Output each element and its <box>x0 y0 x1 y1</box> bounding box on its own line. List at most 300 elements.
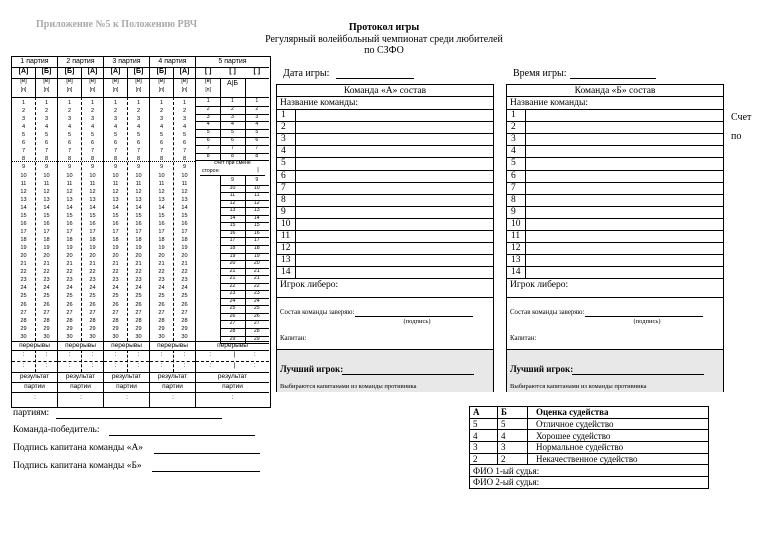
point-number[interactable]: 21 <box>253 275 260 282</box>
point-number[interactable]: 6 <box>159 140 164 147</box>
point-number[interactable]: 23 <box>43 277 50 284</box>
point-number[interactable]: 5 <box>159 132 164 139</box>
point-number[interactable]: 15 <box>181 212 188 219</box>
point-number[interactable]: 8 <box>113 156 118 163</box>
point-number[interactable]: 19 <box>43 245 50 252</box>
point-number[interactable]: 3 <box>159 116 164 123</box>
sub-indicator[interactable]: [п] <box>135 87 142 93</box>
point-number[interactable]: 10 <box>181 172 188 179</box>
point-number[interactable]: 20 <box>181 253 188 260</box>
grade-a[interactable]: 4 <box>470 430 498 442</box>
point-number[interactable]: 4 <box>182 124 187 131</box>
point-number[interactable]: 26 <box>253 312 260 319</box>
point-number[interactable]: 24 <box>229 297 236 304</box>
point-number[interactable]: 2 <box>67 108 72 115</box>
point-number[interactable]: 23 <box>229 290 236 297</box>
point-number[interactable]: 23 <box>158 277 165 284</box>
point-number[interactable]: 29 <box>20 325 27 332</box>
point-number[interactable]: 1 <box>90 100 95 106</box>
point-number[interactable]: 26 <box>229 312 236 319</box>
point-number[interactable]: 2 <box>255 105 259 112</box>
point-number[interactable]: 12 <box>181 188 188 195</box>
point-number[interactable]: 23 <box>135 277 142 284</box>
serve-indicator[interactable]: [в] <box>158 78 165 84</box>
point-number[interactable]: 6 <box>21 140 26 147</box>
point-number[interactable]: 28 <box>253 328 260 334</box>
point-number[interactable]: 10 <box>43 172 50 179</box>
point-number[interactable]: 25 <box>20 293 27 300</box>
point-number[interactable]: 26 <box>66 301 73 308</box>
point-number[interactable]: 16 <box>135 220 142 227</box>
point-number[interactable]: 26 <box>135 301 142 308</box>
point-number[interactable]: 20 <box>66 253 73 260</box>
point-number[interactable]: 27 <box>66 309 73 316</box>
point-number[interactable]: 13 <box>89 196 96 203</box>
point-number[interactable]: 4 <box>67 124 72 131</box>
point-number[interactable]: 10 <box>89 172 96 179</box>
point-number[interactable]: 7 <box>90 148 95 155</box>
point-number[interactable]: 13 <box>253 207 260 214</box>
team-b-player-row[interactable] <box>507 230 723 231</box>
point-number[interactable]: 25 <box>135 293 142 300</box>
point-number[interactable]: 14 <box>158 204 165 211</box>
point-number[interactable]: 14 <box>66 204 73 211</box>
point-number[interactable]: 7 <box>113 148 118 155</box>
point-number[interactable]: 30 <box>135 333 142 340</box>
point-number[interactable]: 14 <box>135 204 142 211</box>
point-number[interactable]: 15 <box>66 212 73 219</box>
serve-indicator[interactable]: [в] <box>20 78 27 84</box>
point-number[interactable]: 16 <box>20 220 27 227</box>
team-b-player-row[interactable] <box>507 218 723 219</box>
point-number[interactable]: 12 <box>20 188 27 195</box>
point-number[interactable]: 16 <box>89 220 96 227</box>
point-number[interactable]: 10 <box>20 172 27 179</box>
point-number[interactable]: 10 <box>253 184 260 191</box>
point-number[interactable]: 21 <box>253 267 260 274</box>
point-number[interactable]: 13 <box>20 196 27 203</box>
point-number[interactable]: 21 <box>20 261 27 268</box>
point-number[interactable]: 14 <box>89 204 96 211</box>
point-number[interactable]: 18 <box>20 237 27 244</box>
point-number[interactable]: 15 <box>89 212 96 219</box>
point-number[interactable]: 29 <box>43 325 50 332</box>
point-number[interactable]: 27 <box>253 320 260 327</box>
team-a-player-row[interactable] <box>277 242 493 243</box>
point-number[interactable]: 16 <box>253 229 260 236</box>
point-number[interactable]: 22 <box>112 269 119 276</box>
team-a-player-row[interactable] <box>277 230 493 231</box>
point-number[interactable]: 2 <box>44 108 49 115</box>
point-number[interactable]: 29 <box>158 325 165 332</box>
team-b-player-row[interactable] <box>507 157 723 158</box>
point-number[interactable]: 25 <box>229 305 236 312</box>
point-number[interactable]: 23 <box>89 277 96 284</box>
point-number[interactable]: 21 <box>112 261 119 268</box>
point-number[interactable]: 23 <box>112 277 119 284</box>
point-number[interactable]: 9 <box>182 164 187 171</box>
team-a-player-row[interactable] <box>277 145 493 146</box>
point-number[interactable]: 23 <box>66 277 73 284</box>
point-number[interactable]: 9 <box>159 164 164 171</box>
point-number[interactable]: 9 <box>231 177 234 183</box>
point-number[interactable]: 18 <box>66 237 73 244</box>
point-number[interactable]: 1 <box>255 98 259 104</box>
point-number[interactable]: 7 <box>136 148 141 155</box>
point-number[interactable]: 3 <box>136 116 141 123</box>
point-number[interactable]: 16 <box>158 220 165 227</box>
point-number[interactable]: 5 <box>67 132 72 139</box>
point-number[interactable]: 17 <box>112 228 119 235</box>
point-number[interactable]: 20 <box>135 253 142 260</box>
point-number[interactable]: 13 <box>229 207 236 214</box>
sub-indicator[interactable]: [п] <box>181 87 188 93</box>
point-number[interactable]: 2 <box>113 108 118 115</box>
point-number[interactable]: 1 <box>113 100 118 106</box>
point-number[interactable]: 11 <box>229 192 236 199</box>
point-number[interactable]: 29 <box>112 325 119 332</box>
point-number[interactable]: 2 <box>136 108 141 115</box>
point-number[interactable]: 17 <box>181 228 188 235</box>
point-number[interactable]: 12 <box>229 199 236 206</box>
point-number[interactable]: 21 <box>229 267 236 274</box>
team-a-player-row[interactable] <box>277 206 493 207</box>
team-a-player-row[interactable] <box>277 157 493 158</box>
point-number[interactable]: 19 <box>229 252 236 259</box>
point-number[interactable]: 1 <box>67 100 72 106</box>
point-number[interactable]: 30 <box>66 333 73 340</box>
point-number[interactable]: 3 <box>182 116 187 123</box>
point-number[interactable]: 19 <box>66 245 73 252</box>
point-number[interactable]: 16 <box>181 220 188 227</box>
game-time-line[interactable] <box>570 78 656 79</box>
point-number[interactable]: 15 <box>229 222 236 229</box>
point-number[interactable]: 5 <box>255 129 259 136</box>
point-number[interactable]: 4 <box>231 121 234 128</box>
point-number[interactable]: 6 <box>136 140 141 147</box>
point-number[interactable]: 4 <box>136 124 141 131</box>
point-number[interactable]: 11 <box>135 180 142 187</box>
point-number[interactable]: 11 <box>254 192 260 199</box>
point-number[interactable]: 8 <box>44 156 49 163</box>
point-number[interactable]: 24 <box>181 285 188 292</box>
team-b-player-row[interactable] <box>507 254 723 255</box>
point-number[interactable]: 13 <box>66 196 73 203</box>
point-number[interactable]: 25 <box>66 293 73 300</box>
point-number[interactable]: 28 <box>158 317 165 324</box>
point-number[interactable]: 6 <box>182 140 187 147</box>
point-number[interactable]: 27 <box>89 309 96 316</box>
point-number[interactable]: 21 <box>89 261 96 268</box>
point-number[interactable]: 4 <box>21 124 26 131</box>
point-number[interactable]: 11 <box>20 180 27 187</box>
point-number[interactable]: 30 <box>112 333 119 340</box>
point-number[interactable]: 23 <box>20 277 27 284</box>
sub-indicator[interactable]: [п] <box>20 87 27 93</box>
point-number[interactable]: 18 <box>43 237 50 244</box>
point-number[interactable]: 29 <box>135 325 142 332</box>
roster-signature-line[interactable] <box>585 316 703 317</box>
point-number[interactable]: 22 <box>253 282 260 289</box>
point-number[interactable]: 24 <box>253 297 260 304</box>
best-player-line[interactable] <box>342 374 474 375</box>
point-number[interactable]: 27 <box>20 309 27 316</box>
point-number[interactable]: 28 <box>66 317 73 324</box>
point-number[interactable]: 6 <box>255 137 259 143</box>
point-number[interactable]: 20 <box>158 253 165 260</box>
point-number[interactable]: 14 <box>112 204 119 211</box>
point-number[interactable]: 23 <box>181 277 188 284</box>
point-number[interactable]: 25 <box>112 293 119 300</box>
sub-indicator[interactable]: [п] <box>205 87 211 93</box>
point-number[interactable]: 26 <box>158 301 165 308</box>
point-number[interactable]: 22 <box>158 269 165 276</box>
team-b-player-row[interactable] <box>507 109 723 110</box>
point-number[interactable]: 25 <box>181 293 188 300</box>
serve-indicator[interactable]: [в] <box>135 78 142 84</box>
point-number[interactable]: 27 <box>181 309 188 316</box>
point-number[interactable]: 16 <box>229 229 236 236</box>
point-number[interactable]: 18 <box>158 237 165 244</box>
serve-indicator[interactable]: [в] <box>66 78 73 84</box>
point-number[interactable]: 11 <box>112 180 119 187</box>
point-number[interactable]: 2 <box>206 105 210 112</box>
point-number[interactable]: 19 <box>253 252 260 259</box>
point-number[interactable]: 22 <box>181 269 188 276</box>
point-number[interactable]: 10 <box>158 172 165 179</box>
point-number[interactable]: 27 <box>43 309 50 316</box>
point-number[interactable]: 27 <box>112 309 119 316</box>
point-number[interactable]: 12 <box>66 188 73 195</box>
grade-b[interactable]: 4 <box>498 430 528 442</box>
point-number[interactable]: 9 <box>44 164 49 171</box>
point-number[interactable]: 19 <box>158 245 165 252</box>
point-number[interactable]: 1 <box>231 98 234 104</box>
point-number[interactable]: 4 <box>113 124 118 131</box>
team-b-player-row[interactable] <box>507 182 723 183</box>
point-number[interactable]: 27 <box>158 309 165 316</box>
team-b-player-row[interactable] <box>507 145 723 146</box>
point-number[interactable]: 8 <box>231 152 234 159</box>
sets-score-line[interactable] <box>56 418 222 419</box>
point-number[interactable]: 14 <box>253 214 260 221</box>
point-number[interactable]: 24 <box>135 285 142 292</box>
switch-sides-value[interactable]: | <box>257 167 259 173</box>
point-number[interactable]: 17 <box>229 237 236 244</box>
point-number[interactable]: 24 <box>112 285 119 292</box>
point-number[interactable]: 10 <box>135 172 142 179</box>
point-number[interactable]: 28 <box>43 317 50 324</box>
point-number[interactable]: 30 <box>181 333 188 340</box>
grade-b[interactable]: 3 <box>498 442 528 454</box>
point-number[interactable]: 5 <box>113 132 118 139</box>
point-number[interactable]: 21 <box>229 275 236 282</box>
grade-b[interactable]: 5 <box>498 418 528 430</box>
point-number[interactable]: 17 <box>135 228 142 235</box>
team-b-player-row[interactable] <box>507 121 723 122</box>
point-number[interactable]: 6 <box>67 140 72 147</box>
captain-b-line[interactable] <box>152 471 260 472</box>
point-number[interactable]: 17 <box>158 228 165 235</box>
point-number[interactable]: 16 <box>112 220 119 227</box>
point-number[interactable]: 7 <box>206 144 210 151</box>
point-number[interactable]: 7 <box>255 144 259 151</box>
point-number[interactable]: 3 <box>21 116 26 123</box>
point-number[interactable]: 14 <box>20 204 27 211</box>
point-number[interactable]: 27 <box>135 309 142 316</box>
point-number[interactable]: 20 <box>43 253 50 260</box>
point-number[interactable]: 6 <box>113 140 118 147</box>
point-number[interactable]: 3 <box>67 116 72 123</box>
team-a-player-row[interactable] <box>277 194 493 195</box>
point-number[interactable]: 6 <box>206 137 210 143</box>
point-number[interactable]: 1 <box>136 100 141 106</box>
team-b-player-row[interactable] <box>507 242 723 243</box>
point-number[interactable]: 10 <box>66 172 73 179</box>
point-number[interactable]: 29 <box>229 335 236 342</box>
point-number[interactable]: 15 <box>135 212 142 219</box>
point-number[interactable]: 28 <box>112 317 119 324</box>
point-number[interactable]: 21 <box>43 261 50 268</box>
point-number[interactable]: 7 <box>44 148 49 155</box>
point-number[interactable]: 5 <box>231 129 234 136</box>
sub-indicator[interactable]: [п] <box>43 87 50 93</box>
team-a-player-row[interactable] <box>277 182 493 183</box>
roster-signature-line[interactable] <box>355 316 473 317</box>
point-number[interactable]: 19 <box>20 245 27 252</box>
grade-b[interactable]: 2 <box>498 453 528 465</box>
team-label[interactable]: [ ] <box>204 68 212 75</box>
referee2-label[interactable]: ФИО 2-ый судья: <box>470 477 709 489</box>
point-number[interactable]: 13 <box>43 196 50 203</box>
point-number[interactable]: 18 <box>112 237 119 244</box>
point-number[interactable]: 12 <box>43 188 50 195</box>
point-number[interactable]: 26 <box>89 301 96 308</box>
team-a-player-row[interactable] <box>277 121 493 122</box>
point-number[interactable]: 19 <box>112 245 119 252</box>
point-number[interactable]: 1 <box>159 100 164 106</box>
point-number[interactable]: 17 <box>66 228 73 235</box>
referee2-row[interactable] <box>470 477 709 489</box>
point-number[interactable]: 20 <box>89 253 96 260</box>
point-number[interactable]: 6 <box>90 140 95 147</box>
point-number[interactable]: 17 <box>89 228 96 235</box>
point-number[interactable]: 3 <box>231 113 234 120</box>
point-number[interactable]: 5 <box>206 129 210 136</box>
point-number[interactable]: 15 <box>112 212 119 219</box>
game-date-line[interactable] <box>336 78 414 79</box>
point-number[interactable]: 10 <box>229 184 236 191</box>
point-number[interactable]: 24 <box>20 285 27 292</box>
point-number[interactable]: 28 <box>20 317 27 324</box>
team-a-player-row[interactable] <box>277 266 493 267</box>
point-number[interactable]: 2 <box>231 105 234 112</box>
point-number[interactable]: 28 <box>135 317 142 324</box>
point-number[interactable]: 7 <box>231 144 234 151</box>
team-a-player-row[interactable] <box>277 254 493 255</box>
point-number[interactable]: 15 <box>158 212 165 219</box>
point-number[interactable]: 22 <box>66 269 73 276</box>
point-number[interactable]: 22 <box>135 269 142 276</box>
point-number[interactable]: 18 <box>135 237 142 244</box>
point-number[interactable]: 13 <box>181 196 188 203</box>
point-number[interactable]: 3 <box>90 116 95 123</box>
point-number[interactable]: 4 <box>44 124 49 131</box>
point-number[interactable]: 13 <box>158 196 165 203</box>
point-number[interactable]: 8 <box>90 156 95 163</box>
point-number[interactable]: 18 <box>253 244 260 251</box>
point-number[interactable]: 8 <box>182 156 187 163</box>
point-number[interactable]: 15 <box>43 212 50 219</box>
sub-indicator[interactable]: [п] <box>89 87 96 93</box>
point-number[interactable]: 7 <box>21 148 26 155</box>
point-number[interactable]: 13 <box>112 196 119 203</box>
point-number[interactable]: 9 <box>113 164 118 171</box>
point-number[interactable]: 5 <box>44 132 49 139</box>
point-number[interactable]: 7 <box>67 148 72 155</box>
point-number[interactable]: 3 <box>44 116 49 123</box>
point-number[interactable]: 24 <box>66 285 73 292</box>
point-number[interactable]: 2 <box>90 108 95 115</box>
point-number[interactable]: 27 <box>229 320 236 327</box>
point-number[interactable]: 20 <box>229 260 236 267</box>
captain-a-line[interactable] <box>154 453 260 454</box>
point-number[interactable]: 4 <box>159 124 164 131</box>
grade-a[interactable]: 2 <box>470 453 498 465</box>
serve-indicator[interactable]: [в] <box>112 78 119 84</box>
point-number[interactable]: 7 <box>159 148 164 155</box>
point-number[interactable]: 3 <box>113 116 118 123</box>
point-number[interactable]: 20 <box>20 253 27 260</box>
team-label[interactable]: [ ] <box>229 68 236 75</box>
point-number[interactable]: 8 <box>136 156 141 163</box>
point-number[interactable]: 10 <box>112 172 119 179</box>
team-b-player-row[interactable] <box>507 133 723 134</box>
point-number[interactable]: 22 <box>43 269 50 276</box>
point-number[interactable]: 5 <box>136 132 141 139</box>
point-number[interactable]: 25 <box>43 293 50 300</box>
point-number[interactable]: 21 <box>158 261 165 268</box>
point-number[interactable]: 4 <box>255 121 259 128</box>
point-number[interactable]: 19 <box>181 245 188 252</box>
point-number[interactable]: 18 <box>89 237 96 244</box>
point-number[interactable]: 1 <box>206 98 210 104</box>
point-number[interactable]: 24 <box>89 285 96 292</box>
point-number[interactable]: 15 <box>253 222 260 229</box>
point-number[interactable]: 12 <box>112 188 119 195</box>
point-number[interactable]: 24 <box>43 285 50 292</box>
point-number[interactable]: 17 <box>253 237 260 244</box>
point-number[interactable]: 8 <box>21 156 26 163</box>
point-number[interactable]: 28 <box>181 317 188 324</box>
point-number[interactable]: 26 <box>181 301 188 308</box>
team-a-player-row[interactable] <box>277 109 493 110</box>
sub-indicator[interactable]: [п] <box>66 87 73 93</box>
sub-indicator[interactable]: [п] <box>112 87 119 93</box>
point-number[interactable]: 23 <box>253 290 260 297</box>
point-number[interactable]: 7 <box>182 148 187 155</box>
grade-a[interactable]: 5 <box>470 418 498 430</box>
point-number[interactable]: 9 <box>136 164 141 171</box>
point-number[interactable]: 21 <box>181 261 188 268</box>
point-number[interactable]: 11 <box>181 180 188 187</box>
point-number[interactable]: 1 <box>21 100 26 106</box>
point-number[interactable]: 28 <box>89 317 96 324</box>
point-number[interactable]: 6 <box>231 137 234 143</box>
point-number[interactable]: 17 <box>43 228 50 235</box>
point-number[interactable]: 8 <box>67 156 72 163</box>
point-number[interactable]: 17 <box>20 228 27 235</box>
